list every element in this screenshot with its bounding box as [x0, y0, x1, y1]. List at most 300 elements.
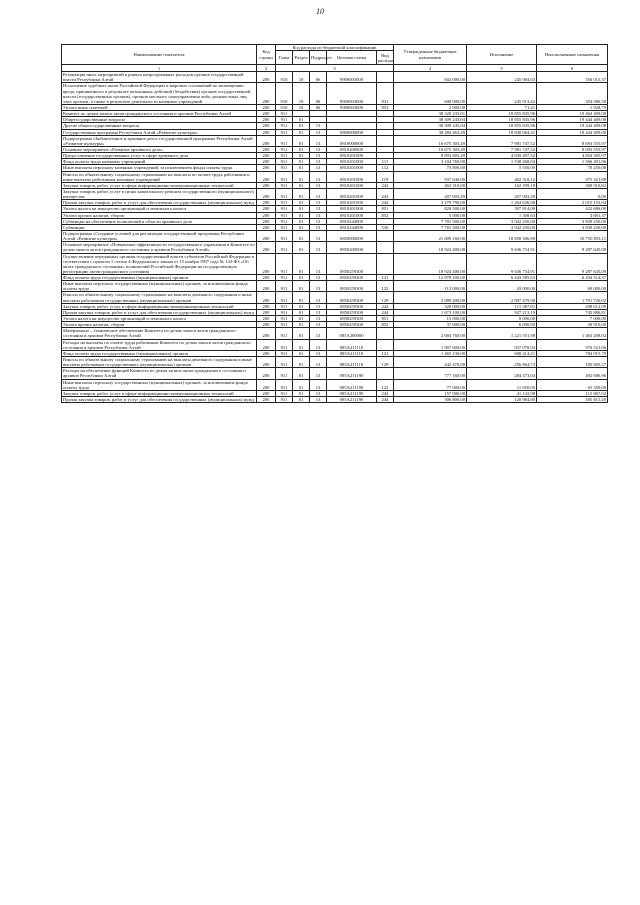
- row-subsection: 13: [310, 165, 327, 171]
- row-line-code: 200: [257, 339, 276, 350]
- row-kind: 244: [377, 397, 394, 403]
- row-kind: [377, 339, 394, 350]
- row-chapter: 911: [276, 316, 293, 322]
- table-row: [62, 281, 608, 292]
- row-approved: 8 893 803,49: [394, 153, 467, 159]
- row-section: 01: [293, 135, 310, 146]
- row-subsection: 13: [310, 224, 327, 230]
- row-section: 01: [293, 224, 310, 230]
- row-unexecuted: 2 015 153,94: [537, 200, 608, 206]
- row-approved: 600 000,00: [394, 83, 467, 105]
- row-approved: 16 675 303,49: [394, 135, 467, 146]
- row-target: 0810201000: [327, 171, 377, 182]
- row-name: Иные выплаты персоналу государственных (муниципальных) органов, за исключением фонда оплаты труда: [62, 379, 257, 390]
- row-subsection: 13: [310, 390, 327, 396]
- row-section: 01: [293, 123, 310, 129]
- row-kind: 122: [377, 281, 394, 292]
- row-execution: 18 855 835,96: [467, 117, 537, 123]
- row-line-code: 200: [257, 275, 276, 281]
- row-unexecuted: 422 686,00: [537, 206, 608, 212]
- row-execution: 284 473,04: [467, 368, 537, 379]
- row-execution: 1 221 551,98: [467, 328, 537, 339]
- row-section: 01: [293, 309, 310, 315]
- row-line-code: 200: [257, 72, 276, 83]
- row-chapter: 911: [276, 206, 293, 212]
- row-unexecuted: 208 612,99: [537, 303, 608, 309]
- row-unexecuted: 4 854 305,97: [537, 153, 608, 159]
- row-line-code: 200: [257, 83, 276, 105]
- row-approved: 2 000,00: [394, 104, 467, 110]
- row-section: 01: [293, 368, 310, 379]
- row-kind: [377, 230, 394, 241]
- row-name: Закупка товаров, работ, услуг в целях капитального ремонта государственного (муниципального) имущества: [62, 188, 257, 199]
- header-section: Раздел: [293, 51, 310, 65]
- row-name: Другие общегосударственные вопросы: [62, 123, 257, 129]
- row-target: 0850259300: [327, 275, 377, 281]
- row-unexecuted: 1 928,79: [537, 104, 608, 110]
- row-kind: 119: [377, 171, 394, 182]
- row-section: 01: [293, 379, 310, 390]
- row-execution: 162 399,18: [467, 182, 537, 188]
- row-target: 0850259300: [327, 253, 377, 275]
- row-target: 0810201000: [327, 182, 377, 188]
- row-line-code: 200: [257, 309, 276, 315]
- row-line-code: 200: [257, 117, 276, 123]
- row-line-code: 200: [257, 379, 276, 390]
- row-approved: 5 000,00: [394, 212, 467, 218]
- row-execution: 18 855 835,96: [467, 123, 537, 129]
- table-row: [62, 328, 608, 339]
- row-chapter: 911: [276, 328, 293, 339]
- row-kind: 852: [377, 212, 394, 218]
- row-chapter: 911: [276, 165, 293, 171]
- row-chapter: 911: [276, 159, 293, 165]
- row-section: 01: [293, 281, 310, 292]
- row-execution: 111 387,01: [467, 303, 537, 309]
- row-name: Фонд оплаты труда государственных (муниципальных) органов: [62, 275, 257, 281]
- row-approved: 21 609 160,00: [394, 230, 467, 241]
- table-row: [62, 253, 608, 275]
- row-approved: 7 781 500,00: [394, 224, 467, 230]
- row-subsection: 13: [310, 275, 327, 281]
- row-unexecuted: 65 350,00: [537, 379, 608, 390]
- table-row: [62, 339, 608, 350]
- row-line-code: 200: [257, 159, 276, 165]
- header-approved: Утвержденные бюджетные назначения: [394, 45, 467, 65]
- row-section: 01: [293, 390, 310, 396]
- row-subsection: 06: [310, 72, 327, 83]
- row-subsection: 13: [310, 328, 327, 339]
- table-row: [62, 357, 608, 368]
- row-section: 01: [293, 303, 310, 309]
- row-line-code: 200: [257, 242, 276, 253]
- row-name: Уплата прочих налогов, сборов: [62, 212, 257, 218]
- row-chapter: 911: [276, 322, 293, 328]
- row-approved: 38 284 463,49: [394, 129, 467, 135]
- header-execution: Исполнение: [467, 45, 537, 65]
- row-execution: 8 000,00: [467, 316, 537, 322]
- row-execution: 2 097 479,00: [467, 292, 537, 303]
- row-target: 0810201000: [327, 159, 377, 165]
- row-execution: 6 090,00: [467, 322, 537, 328]
- row-execution: 680 214,21: [467, 350, 537, 356]
- row-kind: 122: [377, 379, 394, 390]
- row-subsection: 13: [310, 218, 327, 224]
- row-chapter: 911: [276, 397, 293, 403]
- row-approved: 1 465 130,00: [394, 350, 467, 356]
- row-unexecuted: 69 000,00: [537, 281, 608, 292]
- row-target: 085А211110: [327, 350, 377, 356]
- row-approved: 463 310,00: [394, 182, 467, 188]
- row-target: 0850259300: [327, 309, 377, 315]
- row-name: Иные выплаты персоналу казенных учреждений, за исключением фонда оплаты труда: [62, 165, 257, 171]
- row-subsection: 13: [310, 123, 327, 129]
- row-approved: 18 924 400,00: [394, 253, 467, 275]
- row-chapter: 911: [276, 230, 293, 241]
- table-row: [62, 171, 608, 182]
- row-line-code: 200: [257, 129, 276, 135]
- row-name: Закупка товаров, работ, услуг в сфере информационно-коммуникационных технологий: [62, 390, 257, 396]
- row-kind: 112: [377, 165, 394, 171]
- row-line-code: 200: [257, 200, 276, 206]
- row-execution: 5 550,00: [467, 165, 537, 171]
- row-name: Субвенции: [62, 224, 257, 230]
- row-subsection: 13: [310, 200, 327, 206]
- row-unexecuted: 6 434 514,37: [537, 275, 608, 281]
- table-row: [62, 379, 608, 390]
- row-line-code: 200: [257, 292, 276, 303]
- row-name: Фонд оплаты труда казенных учреждений: [62, 159, 257, 165]
- page-number: 10: [316, 7, 324, 16]
- row-kind: [377, 72, 394, 83]
- row-unexecuted: 1 463 208,02: [537, 328, 608, 339]
- row-execution: 462 318,12: [467, 171, 537, 182]
- row-approved: 157 000,00: [394, 390, 467, 396]
- row-kind: 121: [377, 350, 394, 356]
- row-kind: 242: [377, 182, 394, 188]
- row-unexecuted: 3 691,37: [537, 212, 608, 218]
- row-execution: 41 132,98: [467, 390, 537, 396]
- row-section: 01: [293, 322, 310, 328]
- row-approved: 820 500,00: [394, 206, 467, 212]
- row-unexecuted: 1 566 491,96: [537, 159, 608, 165]
- row-execution: 7 981 747,52: [467, 146, 537, 152]
- row-approved: 15 000,00: [394, 316, 467, 322]
- colnum: 1: [62, 65, 257, 72]
- row-approved: 3 104 760,00: [394, 159, 467, 165]
- row-execution: 937 078,94: [467, 339, 537, 350]
- row-execution: 397 814,00: [467, 206, 537, 212]
- row-chapter: 911: [276, 117, 293, 123]
- row-kind: 853: [377, 104, 394, 110]
- row-unexecuted: 354 086,58: [537, 83, 608, 105]
- row-target: 085А211190: [327, 397, 377, 403]
- row-unexecuted: 70 250,00: [537, 165, 608, 171]
- row-unexecuted: 19 464 409,08: [537, 111, 608, 117]
- row-chapter: 911: [276, 218, 293, 224]
- row-subsection: 13: [310, 212, 327, 218]
- row-section: 10: [293, 83, 310, 105]
- row-kind: 242: [377, 390, 394, 396]
- row-approved: 38 309 245,04: [394, 123, 467, 129]
- row-unexecuted: 19 444 409,08: [537, 129, 608, 135]
- row-name: Фонд оплаты труда государственных (муниципальных) органов: [62, 350, 257, 356]
- row-line-code: 200: [257, 350, 276, 356]
- row-chapter: 911: [276, 281, 293, 292]
- row-approved: 112 000,00: [394, 281, 467, 292]
- row-name: Осуществление переданных органам государственной власти субъектов Российской Федерации в соответствии с пунктом 1 статьи 4 Федерального закона от 15 ноября 1997 года № 143-ФЗ «Об актах гражданского состояния» полномочий Российской Федерации на государственную регистрацию актов гражданского состояния: [62, 253, 257, 275]
- row-subsection: 06: [310, 83, 327, 105]
- row-line-code: 200: [257, 212, 276, 218]
- row-name: Общегосударственные вопросы: [62, 117, 257, 123]
- budget-table: [61, 44, 608, 403]
- row-chapter: 911: [276, 390, 293, 396]
- row-name: Прочая закупка товаров, работ и услуг для обеспечения государственных (муниципальных) нужд: [62, 309, 257, 315]
- row-target: 0810201000: [327, 188, 377, 199]
- row-chapter: 911: [276, 188, 293, 199]
- row-line-code: 200: [257, 390, 276, 396]
- row-chapter: 910: [276, 104, 293, 110]
- header-subsection: Подраздел: [310, 51, 327, 65]
- row-approved: 38 309 243,04: [394, 117, 467, 123]
- table-row: [62, 230, 608, 241]
- row-subsection: 13: [310, 303, 327, 309]
- row-target: 085А211190: [327, 390, 377, 396]
- row-name: Предоставление государственных услуг в сфере архивного дела: [62, 153, 257, 159]
- row-line-code: 200: [257, 357, 276, 368]
- row-section: 01: [293, 218, 310, 224]
- row-execution: 245 984,63: [467, 72, 537, 83]
- row-kind: 129: [377, 357, 394, 368]
- row-section: 01: [293, 292, 310, 303]
- row-execution: 71,21: [467, 104, 537, 110]
- row-chapter: 911: [276, 379, 293, 390]
- row-approved: 442 470,00: [394, 357, 467, 368]
- row-kind: 851: [377, 316, 394, 322]
- row-chapter: 911: [276, 153, 293, 159]
- row-target: 0850000000: [327, 230, 377, 241]
- row-section: 01: [293, 117, 310, 123]
- row-unexecuted: 784 915,79: [537, 350, 608, 356]
- row-execution: 18 855 835,96: [467, 111, 537, 117]
- row-unexecuted: 356 015,37: [537, 72, 608, 83]
- row-name: Расходы на выплаты по оплате труда работников Комитета по делам записи актов гражданского состояния и архивов Республики Алтай: [62, 339, 257, 350]
- row-section: 01: [293, 230, 310, 241]
- row-chapter: 911: [276, 171, 293, 182]
- header-row-1: [62, 45, 608, 51]
- row-name: Прочая закупка товаров, работ и услуг для обеспечения государственных (муниципальных) нужд: [62, 397, 257, 403]
- row-chapter: 911: [276, 357, 293, 368]
- row-line-code: 200: [257, 146, 276, 152]
- row-unexecuted: 300 910,82: [537, 182, 608, 188]
- row-section: 01: [293, 212, 310, 218]
- row-unexecuted: 115 867,02: [537, 390, 608, 396]
- row-chapter: 911: [276, 275, 293, 281]
- row-target: 0810000000: [327, 135, 377, 146]
- row-line-code: 200: [257, 303, 276, 309]
- row-unexecuted: 0,00: [537, 188, 608, 199]
- row-approved: 3 889 200,00: [394, 292, 467, 303]
- row-approved: 7 781 500,00: [394, 218, 467, 224]
- row-subsection: 13: [310, 159, 327, 165]
- row-execution: 927 213,19: [467, 309, 537, 315]
- row-target: 0850259300: [327, 303, 377, 309]
- row-chapter: 910: [276, 83, 293, 105]
- row-line-code: 200: [257, 111, 276, 117]
- row-approved: 2 684 760,00: [394, 328, 467, 339]
- row-line-code: 200: [257, 328, 276, 339]
- row-name: Подпрограмма «Создание условий для реализации государственной программы Республики Алтай «Развитие культуры»: [62, 230, 257, 241]
- row-subsection: 13: [310, 146, 327, 152]
- row-approved: 75 800,00: [394, 165, 467, 171]
- row-approved: 320 000,00: [394, 303, 467, 309]
- row-kind: [377, 368, 394, 379]
- row-execution: 1 308,63: [467, 212, 537, 218]
- row-name: Уплата налога на имущество организаций и земельного налога: [62, 316, 257, 322]
- row-section: 01: [293, 182, 310, 188]
- row-approved: 602 000,00: [394, 72, 467, 83]
- row-kind: [377, 242, 394, 253]
- row-line-code: 200: [257, 322, 276, 328]
- row-unexecuted: 8 693 555,97: [537, 135, 608, 146]
- row-approved: 1 907 600,00: [394, 339, 467, 350]
- row-kind: 244: [377, 309, 394, 315]
- row-kind: [377, 328, 394, 339]
- row-target: 0800000000: [327, 129, 377, 135]
- row-subsection: 13: [310, 230, 327, 241]
- row-approved: 77 000,00: [394, 379, 467, 390]
- table-row: [62, 242, 608, 253]
- row-chapter: 911: [276, 123, 293, 129]
- row-kind: 530: [377, 224, 394, 230]
- table-row: [62, 188, 608, 199]
- row-execution: 9 636 754,91: [467, 253, 537, 275]
- row-chapter: 911: [276, 309, 293, 315]
- row-section: 01: [293, 146, 310, 152]
- row-approved: 937 640,00: [394, 171, 467, 182]
- row-line-code: 200: [257, 206, 276, 212]
- row-name: Субвенции на обеспечение полномочий в области архивного дела: [62, 218, 257, 224]
- row-kind: 111: [377, 159, 394, 165]
- row-kind: [377, 135, 394, 146]
- row-unexecuted: 19 444 409,08: [537, 117, 608, 123]
- row-target: 0810244000: [327, 218, 377, 224]
- row-approved: 37 000,00: [394, 322, 467, 328]
- row-name: Реализация иных мероприятий в рамках непрограммных расходов органов государственной власти Республики Алтай: [62, 72, 257, 83]
- colnum: 5: [467, 65, 537, 72]
- row-section: 01: [293, 165, 310, 171]
- row-kind: 831: [377, 83, 394, 105]
- row-name: Иные выплаты персоналу государственных (муниципальных) органов, за исключением фонда оплаты труда: [62, 281, 257, 292]
- row-execution: 1 538 268,04: [467, 159, 537, 165]
- row-chapter: 911: [276, 146, 293, 152]
- row-line-code: 200: [257, 253, 276, 275]
- row-subsection: 13: [310, 316, 327, 322]
- row-target: 0810201000: [327, 153, 377, 159]
- row-unexecuted: 9 287 645,09: [537, 253, 608, 275]
- row-chapter: 911: [276, 182, 293, 188]
- row-execution: 10 858 306,89: [467, 230, 537, 241]
- row-section: 01: [293, 153, 310, 159]
- row-name: Взносы по обязательному социальному страхованию на выплаты денежного содержания и иные выплаты работникам государственных (муниципальных) органов: [62, 357, 257, 368]
- row-target: 0810244000: [327, 224, 377, 230]
- row-target: 9900003000: [327, 104, 377, 110]
- row-unexecuted: 745 886,81: [537, 309, 608, 315]
- row-kind: [377, 253, 394, 275]
- row-execution: 11 650,00: [467, 379, 537, 390]
- row-execution: 256 864,73: [467, 357, 537, 368]
- row-section: 01: [293, 328, 310, 339]
- row-execution: 3 942 250,00: [467, 224, 537, 230]
- row-target: 0810201000: [327, 165, 377, 171]
- row-approved: 12 878 100,00: [394, 275, 467, 281]
- table-row: [62, 135, 608, 146]
- row-approved: 3 279 790,00: [394, 200, 467, 206]
- row-unexecuted: 185 815,20: [537, 397, 608, 403]
- row-kind: 243: [377, 188, 394, 199]
- row-subsection: 06: [310, 104, 327, 110]
- row-subsection: 13: [310, 357, 327, 368]
- row-subsection: 13: [310, 135, 327, 146]
- row-kind: 121: [377, 275, 394, 281]
- row-execution: 9 636 754,91: [467, 242, 537, 253]
- row-line-code: 200: [257, 368, 276, 379]
- row-section: 01: [293, 397, 310, 403]
- row-section: 01: [293, 206, 310, 212]
- row-approved: 16 675 303,49: [394, 146, 467, 152]
- row-line-code: 200: [257, 153, 276, 159]
- row-unexecuted: 492 686,96: [537, 368, 608, 379]
- row-subsection: 13: [310, 339, 327, 350]
- row-line-code: 200: [257, 171, 276, 182]
- row-execution: 6 443 585,63: [467, 275, 537, 281]
- row-name: Основное мероприятие «Развитие архивного дела»: [62, 146, 257, 152]
- row-chapter: 911: [276, 135, 293, 146]
- row-target: 085А211190: [327, 379, 377, 390]
- row-unexecuted: 3 839 250,00: [537, 218, 608, 224]
- row-line-code: 200: [257, 230, 276, 241]
- row-name: Уплата прочих налогов, сборов: [62, 322, 257, 328]
- row-target: 0850259300: [327, 322, 377, 328]
- row-chapter: 911: [276, 212, 293, 218]
- row-execution: 207 003,49: [467, 188, 537, 199]
- row-chapter: 911: [276, 242, 293, 253]
- row-kind: 244: [377, 200, 394, 206]
- row-target: 0850200000: [327, 242, 377, 253]
- row-subsection: 13: [310, 171, 327, 182]
- table-row: [62, 397, 608, 403]
- row-target: 0810201000: [327, 212, 377, 218]
- row-subsection: 13: [310, 309, 327, 315]
- row-section: 01: [293, 159, 310, 165]
- row-subsection: 13: [310, 292, 327, 303]
- header-unexecuted: Неисполненные назначения: [537, 45, 608, 65]
- row-name: Материально – техническое обеспечение Комитета по делам записи актов гражданского состояния и архивов Республики Алтай: [62, 328, 257, 339]
- row-name: Прочая закупка товаров, работ и услуг для обеспечения государственных (муниципальных) нужд: [62, 200, 257, 206]
- row-line-code: 200: [257, 182, 276, 188]
- row-subsection: 13: [310, 253, 327, 275]
- row-section: 01: [293, 253, 310, 275]
- table-row: [62, 368, 608, 379]
- row-execution: 120 984,80: [467, 397, 537, 403]
- row-approved: 207 003,49: [394, 188, 467, 199]
- row-chapter: 911: [276, 111, 293, 117]
- row-target: 085А200000: [327, 328, 377, 339]
- header-line-code: Код строки: [257, 45, 276, 65]
- row-name: Взносы по обязательному социальному страхованию на выплаты по оплате труда работников и иные выплаты работникам казенных учреждений: [62, 171, 257, 182]
- row-execution: 7 981 747,52: [467, 135, 537, 146]
- colnum: 6: [537, 65, 608, 72]
